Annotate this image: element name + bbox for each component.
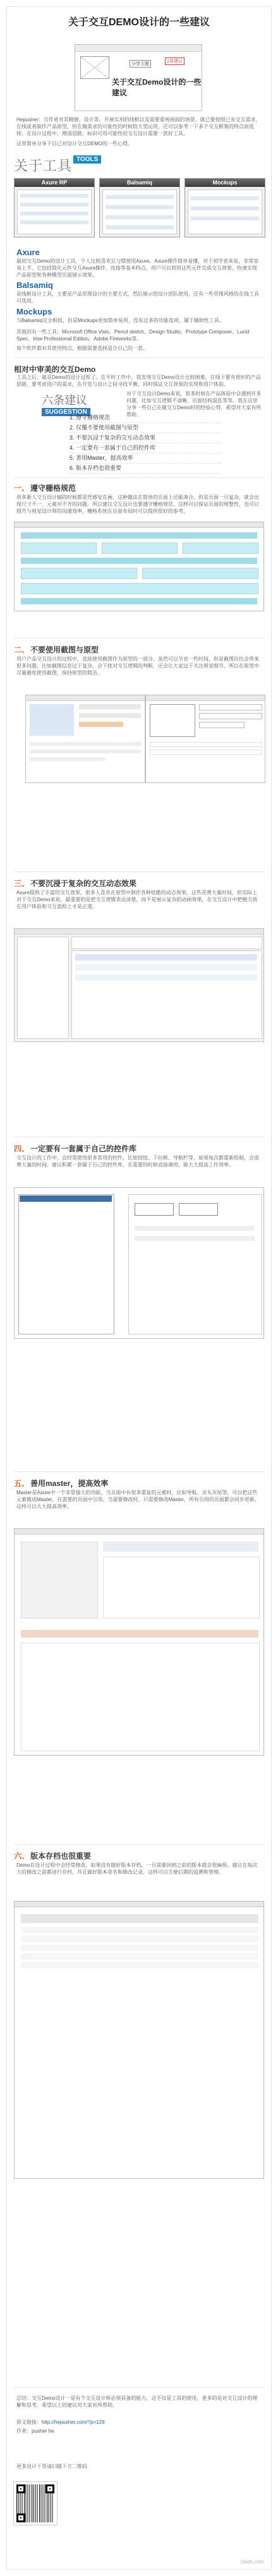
tools-heading-text: 关于工具	[14, 158, 73, 174]
master-figure	[14, 1528, 264, 1756]
suggestion-item: 2. 仅覆不要使用截图与原型	[70, 423, 221, 433]
hero-note-black: 分享主题	[130, 60, 151, 68]
grid-cell	[21, 568, 137, 579]
section-number: 一、	[14, 484, 30, 493]
section-title: 善用master，提高效率	[30, 1479, 109, 1488]
suggestion-heading	[42, 392, 124, 416]
divider	[14, 2387, 264, 2388]
mockups-paragraph: 与Balsamiq完全相似，但是Mockups更加简单易用，没有过多的功能选项，属于辅助性工具。	[16, 318, 224, 323]
widget-library-figure	[14, 1187, 264, 1339]
wireframe-header-bar	[75, 45, 202, 52]
suggestion-item: 4. 一定要有一套属于自己的控件库	[70, 443, 221, 453]
grid-cell	[142, 568, 258, 579]
tool-screenshot-caption: Mockups	[185, 179, 265, 187]
axure-heading: Axure	[16, 248, 40, 257]
tool-screenshot-axure	[14, 178, 95, 237]
advice-paragraph-2: 对于交互设计Demo来说，很多时候在产品体验中会遇到许多问题，比如交互逻辑不清晰、页面结构混乱等等。我在这里分享一些自己在做交互Demo时的经验心得，希望对大家有所帮助。	[126, 391, 262, 417]
section-title: 不要沉浸于复杂的交互动态效果	[30, 879, 137, 888]
grid-cell	[102, 542, 178, 554]
qr-eye	[45, 2484, 54, 2493]
divider	[14, 477, 264, 478]
suggestion-item: 5. 善用Master，提高效率	[70, 453, 221, 464]
figure-toolbar	[15, 522, 263, 528]
section-6-paragraph: Demo在设计过程中会经常修改，如果没有做好版本存档，一旦需要回到之前的版本就会很麻烦。建议在每次大的修改之前都进行存档，并且做好版本命名和修改记录，这样可以方便后期的追溯和管理。	[16, 1862, 258, 1875]
conclusion-paragraph: 总结：交互Demo设计一是有个交互设计师必须具备的能力，这不仅是工具的使用，更多的是对交互设计的理解和思考。希望以上的建议对大家有所帮助。	[16, 2395, 258, 2408]
section-4-heading	[14, 1143, 136, 1154]
qr-eye	[16, 2484, 25, 2493]
tool-screenshot-mockups	[184, 178, 265, 237]
tools-closing-paragraph: 每个软件都有其使用特点，根据需要选择适合自己的一款。	[16, 345, 148, 351]
qr-caption: 更多设计干货请扫描下方二维码	[16, 2464, 87, 2469]
tool-screenshot-body	[17, 189, 92, 234]
section-number: 三、	[14, 879, 30, 888]
suggestion-heading-text: 六条建议	[42, 394, 87, 407]
section-number: 四、	[14, 1144, 30, 1153]
balsamiq-paragraph: 是线框设计工具，主要是产品草图设计的主要方式，然后展示给设计团队使用，还有一些草图风格的在线工具可选用。	[16, 291, 259, 304]
grid-cell	[21, 583, 258, 594]
axure-paragraph: 最初交互Demo的设计工具，个人比较喜欢且习惯使用Axure。Axure操作简单易懂，对于初学者来说，非常容易上手。它包括简化元件交互Axure操作、连接等基本特点，用户可以利用这些元件完成交互效果，快速实现产品原型和各种模型页面展示效果。	[16, 258, 259, 278]
screenshot-figure	[25, 695, 145, 783]
tool-screenshot-caption: Axure RP	[15, 179, 94, 187]
grid-band	[21, 598, 257, 604]
advice-heading: 相对中审美的交互Demo	[14, 365, 96, 374]
grid-cell	[183, 542, 258, 554]
hero-title: 关于交互Demo设计的一些建议	[112, 78, 202, 97]
grid-band	[21, 532, 257, 539]
tools-heading-tag: TOOLS	[73, 155, 101, 164]
tool-screenshot-caption: Balsamiq	[100, 179, 179, 187]
section-1-paragraph: 很多新人交互设计稿的时候都是凭感觉在画，这种做法在简单的页面上还能凑合，但是页面一旦复杂，就会出现尺寸不一、元素对不齐的问题。所以建议交互设计也要遵守栅格规范，这样可以保证页面的规整性，也可以提升与视觉设计师的沟通效率。栅格系统在页面布局时可以提供很好的参考。	[16, 494, 259, 514]
interaction-figure	[14, 928, 264, 1042]
advice-paragraph-1: 工具之后，就是Demo的设计过程了。在平时工作中，我发现交互Demo设计比较困难，在线下要有很好的产品思路，要考虑用户的需求，在开发与设计之间寻找平衡，同时保证交互效果的实现和用户体验。	[16, 374, 261, 387]
qr-eye	[16, 2513, 25, 2522]
section-number: 六、	[14, 1852, 30, 1860]
source-line	[16, 2419, 262, 2426]
divider	[14, 1471, 264, 1472]
source-link[interactable]: http://hepusher.com/?p=129	[42, 2419, 105, 2425]
suggestion-item: 6. 版本存档也很重要	[70, 464, 221, 474]
tools-heading	[14, 155, 264, 173]
section-2-heading	[14, 644, 99, 655]
section-3-paragraph: Axure提供了丰富的交互效果，很多人喜欢在原型中制作各种炫酷的动态效果，这些花费大量时间，但实际上对于交互Demo来说，最重要的是把交互逻辑表达清楚，而不是展示复杂的动画效果。在交互设计中把精力放在用户体验和交互流程上才是正道。	[16, 890, 258, 909]
grid-cell	[21, 542, 97, 554]
section-5-heading	[14, 1478, 108, 1489]
section-1-heading	[14, 482, 76, 493]
section-title: 遵守栅格规范	[30, 484, 76, 493]
suggestion-list	[70, 413, 221, 474]
tool-screenshot-body	[188, 189, 262, 234]
other-tools-paragraph: 其他的有一些工具：Microsoft Office Visio、Pencil sketch、Design Studio、Prototype Composer、Lucid Spec、Irise Professional Edition、Adobe Fireworks等。	[16, 329, 250, 342]
section-5-paragraph: Master是Axure中一个非常强大的功能，当页面中有很多重复的元素时，比如导航、页头页尾等，可以把这些元素做成Master，在需要的页面中引用。当需要修改时，只需要修改Master，所有引用的页面都会同步更新，这样可以大大提高效率。	[16, 1490, 260, 1509]
section-title: 不要使用截图与原型	[30, 645, 99, 654]
divider	[14, 1844, 264, 1845]
section-4-paragraph: 交互设计的工作中，会经常使用很多常用的控件，比如按钮、下拉框、导航栏等，如果每次都重新绘制，会浪费大量的时间。建议积累一套属于自己的控件库，在需要的时候直接调用，能大大提高工作效率。	[16, 1155, 259, 1168]
suggestion-heading-tag: SUGGESTION	[42, 408, 90, 416]
suggestion-item: 1. 遵守栅格规范	[70, 413, 221, 423]
intro-paragraph: Hepusher：当作者对其精修、设计等、开展实用的线框以及需要重视画面的场景，就已要按照已有交互需求，在线或者制作产品原型，但在做需求的可能性的时候较大型运用，还可以参考一下多个交互框架的特点而选择。在设计过程中，理清思路，标识可用可能性的交互设计需要一款好工具。	[16, 117, 261, 136]
hero-wireframe	[75, 44, 202, 111]
suggestion-item: 3. 不要沉浸于复杂的交互动态效果	[70, 433, 221, 443]
section-title: 版本存档也很重要	[30, 1852, 92, 1860]
divider	[14, 357, 264, 358]
article-title: 关于交互DEMO设计的一些建议	[68, 17, 210, 28]
qr-code-icon	[14, 2482, 57, 2525]
section-number: 二、	[14, 645, 30, 654]
wireframe-figure	[145, 695, 265, 783]
hero-note-red: 1景建议	[165, 57, 184, 65]
source-label: 原文链接：	[16, 2419, 42, 2425]
section-2-paragraph: 用户产品交互设计的过程中，直接使用截图作为原型的一部分，虽然可以节省一些时间，但是截图往往会带来很多问题，比如截图信息过于复杂，会干扰对交互逻辑的判断，还会让大家过于关注视觉细节。所以在原型中尽量避免使用截图，保持原型的简洁。	[16, 656, 259, 676]
section-6-heading	[14, 1850, 91, 1861]
section-3-heading	[14, 878, 136, 889]
image-placeholder-icon	[80, 56, 109, 79]
version-archive-figure	[14, 1901, 264, 2179]
tool-screenshot-body	[102, 189, 177, 234]
grid-band	[21, 558, 257, 564]
grid-figure	[14, 522, 264, 611]
intro-paragraph-2: 这里简单分享下自己对设计交互DEMO的一些心得。	[16, 141, 133, 147]
section-number: 五、	[14, 1479, 30, 1488]
section-title: 一定要有一套属于自己的控件库	[30, 1144, 137, 1153]
site-watermark: Uisdc.com	[240, 2559, 264, 2565]
balsamiq-heading: Balsamiq	[16, 280, 53, 290]
tool-screenshot-balsamiq	[99, 178, 180, 237]
mockups-heading: Mockups	[16, 307, 52, 316]
author-line: 作者：pusher he	[16, 2428, 54, 2434]
